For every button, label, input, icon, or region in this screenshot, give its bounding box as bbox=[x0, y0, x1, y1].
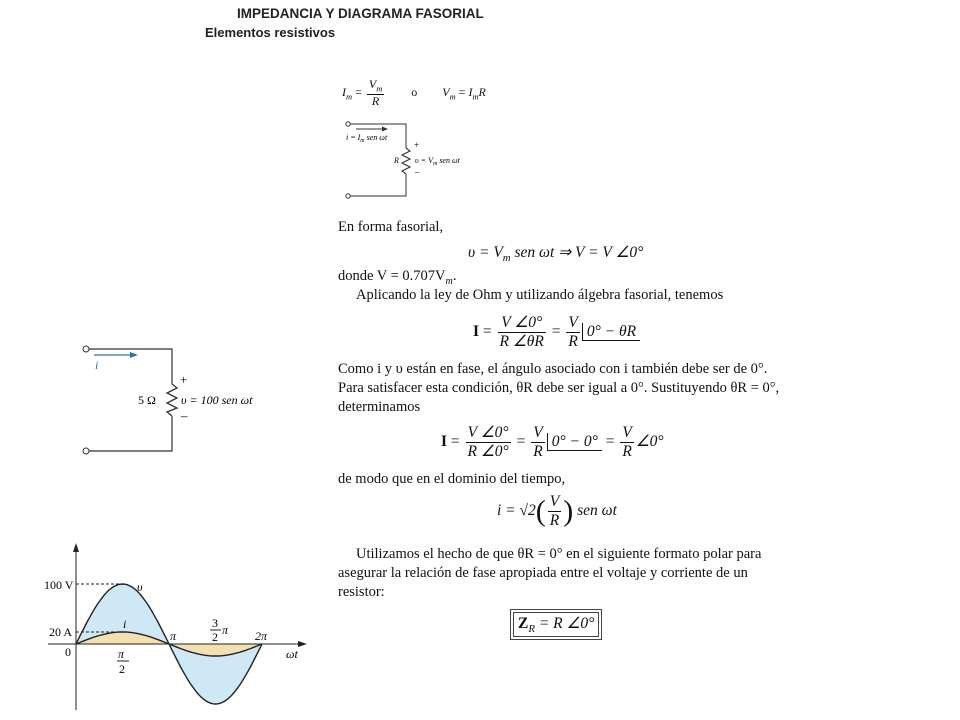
paragraph-polar-1: Utilizamos el hecho de que θR = 0° en el siguiente formato polar para bbox=[356, 546, 762, 562]
y-label-100v: 100 V bbox=[44, 578, 74, 592]
current-arrowhead bbox=[382, 127, 388, 132]
equation-current-phasor: I = $\frac{V \angle 0^\circ}{R \angle\theta R}$ = $\frac{V}{R}$ 0° − θR bbox=[473, 314, 640, 351]
formula-vm-sub: m bbox=[449, 92, 456, 102]
eq3-angle: 0° − 0° bbox=[547, 433, 602, 451]
eq3-lhs: I bbox=[441, 432, 448, 450]
p2-text: donde V = 0.707V bbox=[338, 268, 446, 284]
eq3-fraction-2: $\frac{V}{R}$ bbox=[533, 424, 543, 460]
eq1-sub: m bbox=[502, 252, 511, 265]
wire-bottom bbox=[89, 416, 172, 451]
formula-den: R bbox=[371, 94, 380, 109]
small-circuit-diagram bbox=[340, 118, 490, 208]
tick-three-half-num: 3 bbox=[212, 616, 218, 630]
tick-three-half-pi: π bbox=[222, 623, 229, 637]
formula-num: $V_m$ bbox=[368, 77, 383, 94]
p2-sub: m bbox=[445, 275, 453, 287]
paragraph-ohm-law: Aplicando la ley de Ohm y utilizando álgebra fasorial, tenemos bbox=[356, 287, 724, 303]
tick-pi: π bbox=[170, 629, 177, 643]
current-curve-label: i bbox=[123, 617, 127, 631]
eq1-tail: sen ωt ⇒ V = V ∠0° bbox=[510, 244, 644, 261]
tick-pi-half-num: π bbox=[118, 647, 125, 661]
equation-time-current: i = √2( $\frac{V}{R}$ ) sen ωt bbox=[497, 493, 617, 529]
paragraph-in-phase-3: determinamos bbox=[338, 399, 421, 415]
formula-im: I bbox=[342, 85, 346, 100]
equation-current-result: I = $\frac{V \angle 0^\circ}{R \angle 0^\circ}$ = $\frac{V}{R}$ 0° − 0° = $\frac{V}{R}$ ∠0° bbox=[441, 424, 664, 460]
final-impedance-box bbox=[510, 609, 602, 640]
paragraph-time-domain: de modo que en el dominio del tiempo, bbox=[338, 471, 566, 487]
resistor-symbol bbox=[167, 384, 177, 416]
tick-two-pi: 2π bbox=[255, 629, 268, 643]
formula-equals: = bbox=[355, 85, 362, 100]
eq1-lhs: υ = V bbox=[468, 244, 503, 261]
small-resistor-label: R bbox=[394, 156, 399, 165]
eq2-fraction-1: $\frac{V \angle 0^\circ}{R \angle\theta R}$ bbox=[499, 314, 544, 350]
formula-im-sub: m bbox=[346, 92, 353, 102]
eq3-fraction-1: $\frac{V \angle 0^\circ}{R \angle 0^\circ}$ bbox=[467, 424, 509, 460]
eq2-fraction-2: $\frac{V}{R}$ bbox=[568, 314, 578, 350]
large-minus-sign: – bbox=[181, 408, 188, 423]
eq4-tail: sen ωt bbox=[577, 501, 617, 519]
paragraph-polar-3: resistor: bbox=[338, 584, 385, 600]
formula-fraction bbox=[367, 78, 384, 109]
x-axis-label: ωt bbox=[286, 647, 298, 661]
y-label-0: 0 bbox=[65, 645, 71, 659]
large-voltage-label: υ = 100 sen ωt bbox=[181, 393, 253, 407]
paragraph-where bbox=[338, 268, 456, 287]
formula-equals-2: = bbox=[458, 85, 466, 100]
paragraph-polar-2: asegurar la relación de fase apropiada entre el voltaje y corriente de un bbox=[338, 565, 748, 581]
eq3-tail: ∠0° bbox=[635, 432, 664, 450]
formula-im-2: I bbox=[468, 85, 473, 100]
eq2-angle: 0° − θR bbox=[582, 323, 640, 341]
formula-vm: V bbox=[442, 85, 450, 100]
y-label-20a: 20 A bbox=[49, 625, 73, 639]
eq4-lhs: i = √2 bbox=[497, 501, 536, 519]
y-axis-arrowhead bbox=[73, 543, 79, 552]
final-lhs: Z bbox=[518, 615, 529, 632]
voltage-curve-label: υ bbox=[137, 580, 143, 594]
section-subtitle: Elementos resistivos bbox=[205, 25, 336, 40]
small-plus-sign: + bbox=[414, 140, 420, 150]
final-lhs-sub: R bbox=[528, 623, 535, 636]
small-voltage-label: $\upsilon = V_m$ sen ωt bbox=[415, 156, 460, 167]
large-current-label: i bbox=[95, 358, 99, 372]
large-plus-sign: + bbox=[180, 372, 188, 387]
paragraph-in-phase-1: Como i y υ están en fase, el ángulo asociado con i también debe ser de 0°. bbox=[338, 361, 768, 377]
paragraph-phasor-form: En forma fasorial, bbox=[338, 219, 444, 235]
small-minus-sign: – bbox=[415, 167, 420, 177]
equation-voltage-phasor bbox=[468, 243, 643, 264]
large-circuit-diagram bbox=[80, 340, 280, 460]
formula-or: o bbox=[411, 85, 418, 100]
waveform-plot bbox=[30, 540, 320, 715]
eq2-lhs: I bbox=[473, 322, 480, 340]
paragraph-in-phase-2: Para satisfacer esta condición, θR debe ser igual a 0°. Sustituyendo θR = 0°, bbox=[338, 380, 780, 396]
resistor-symbol bbox=[402, 148, 410, 174]
tick-three-half-den: 2 bbox=[212, 630, 218, 644]
eq4-fraction: $\frac{V}{R}$ bbox=[549, 493, 560, 529]
formula-im-2-sub: m bbox=[472, 92, 479, 102]
x-axis-arrowhead bbox=[298, 641, 307, 647]
eq3-fraction-3: $\frac{V}{R}$ bbox=[622, 424, 632, 460]
final-rhs: = R ∠0° bbox=[534, 615, 595, 632]
page-title: IMPEDANCIA Y DIAGRAMA FASORIAL bbox=[237, 6, 484, 21]
formula-r: R bbox=[478, 85, 486, 100]
current-arrowhead bbox=[130, 352, 138, 358]
p2-end: . bbox=[452, 268, 457, 284]
large-resistor-label: 5 Ω bbox=[138, 393, 156, 407]
terminal-bottom bbox=[346, 194, 350, 198]
tick-pi-half-den: 2 bbox=[119, 662, 125, 676]
wire-bottom bbox=[350, 174, 406, 196]
terminal-top bbox=[83, 346, 89, 352]
terminal-bottom bbox=[83, 448, 89, 454]
ohm-formula bbox=[342, 78, 486, 109]
small-current-label: $i = I_m$ sen ωt bbox=[346, 133, 388, 144]
terminal-top bbox=[346, 122, 350, 126]
